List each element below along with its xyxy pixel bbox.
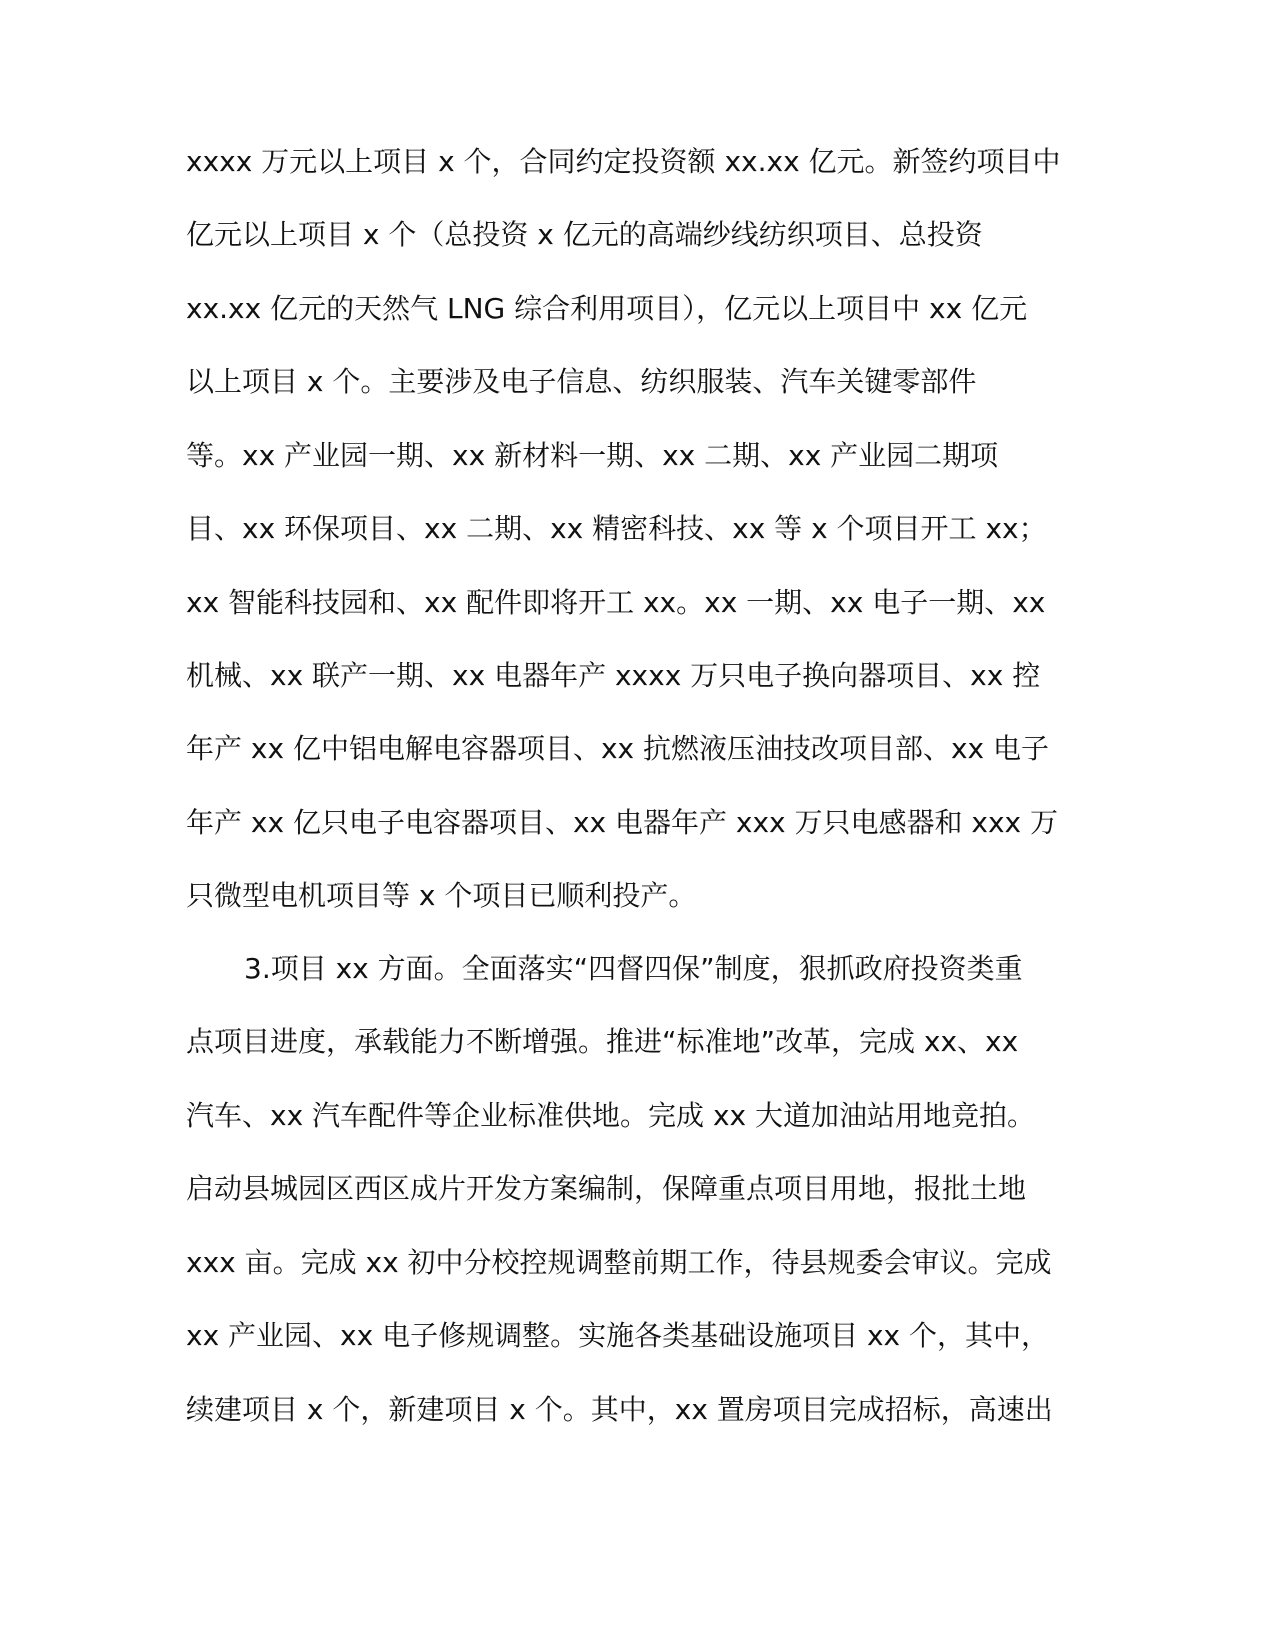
text-line: 启动县城园区西区成片开发方案编制，保障重点项目用地，报批土地 <box>186 1172 1027 1205</box>
text-line: 汽车、xx 汽车配件等企业标准供地。完成 xx 大道加油站用地竞拍。 <box>186 1099 1035 1132</box>
text-line: xxx 亩。完成 xx 初中分校控规调整前期工作，待县规委会审议。完成 <box>186 1246 1052 1279</box>
text-line: xx.xx 亿元的天然气 LNG 综合利用项目），亿元以上项目中 xx 亿元 <box>186 292 1028 325</box>
text-line: xx 产业园、xx 电子修规调整。实施各类基础设施项目 xx 个，其中， <box>186 1319 1050 1352</box>
text-line: 点项目进度，承载能力不断增强。推进“标准地”改革，完成 xx、xx <box>186 1025 1019 1058</box>
text-line: 年产 xx 亿只电子电容器项目、xx 电器年产 xxx 万只电感器和 xxx 万 <box>186 806 1059 839</box>
text-line: xx 智能科技园和、xx 配件即将开工 xx。xx 一期、xx 电子一期、xx <box>186 586 1046 619</box>
text-line: 目、xx 环保项目、xx 二期、xx 精密科技、xx 等 x 个项目开工 xx； <box>186 512 1047 545</box>
text-line: 以上项目 x 个。主要涉及电子信息、纺织服装、汽车关键零部件 <box>186 365 977 398</box>
text-line: xxxx 万元以上项目 x 个，合同约定投资额 xx.xx 亿元。新签约项目中 <box>186 145 1061 178</box>
text-line: 亿元以上项目 x 个（总投资 x 亿元的高端纱线纺织项目、总投资 <box>186 218 983 251</box>
text-line: 年产 xx 亿中铝电解电容器项目、xx 抗燃液压油技改项目部、xx 电子 <box>186 732 1050 765</box>
text-line: 机械、xx 联产一期、xx 电器年产 xxxx 万只电子换向器项目、xx 控 <box>186 659 1041 692</box>
section-heading-line: 3.项目 xx 方面。全面落实“四督四保”制度，狠抓政府投资类重 <box>244 952 1023 985</box>
text-line: 只微型电机项目等 x 个项目已顺利投产。 <box>186 879 697 912</box>
text-line: 等。xx 产业园一期、xx 新材料一期、xx 二期、xx 产业园二期项 <box>186 439 999 472</box>
text-line: 续建项目 x 个，新建项目 x 个。其中，xx 置房项目完成招标，高速出 <box>186 1393 1053 1426</box>
